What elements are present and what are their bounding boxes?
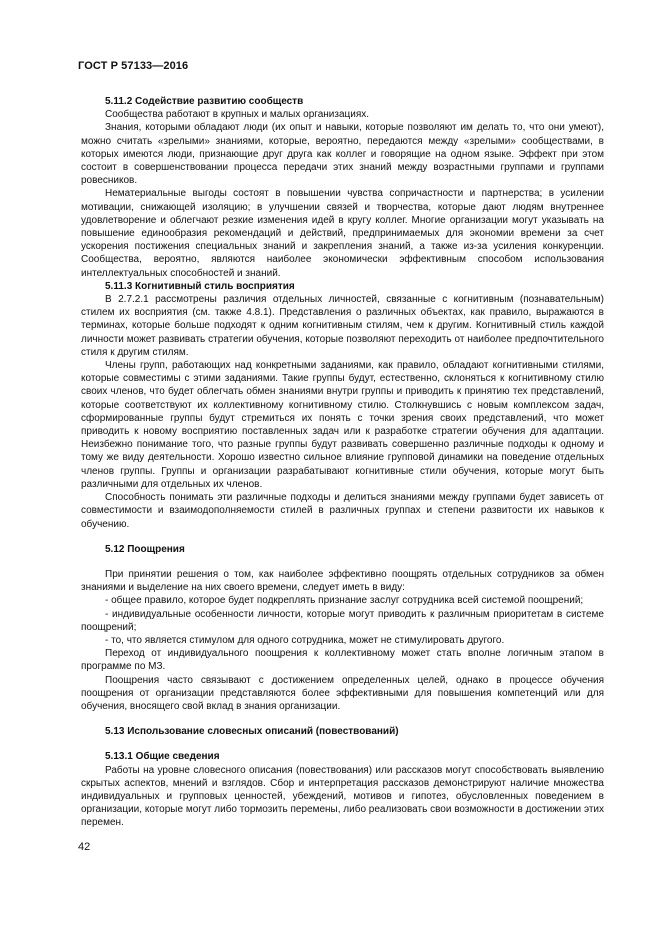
list-item: - общее правило, которое будет подкреплять признание заслуг сотрудника всей системой поощрений; — [105, 595, 584, 607]
page-number: 42 — [78, 841, 91, 853]
paragraph: Переход от индивидуального поощрения к коллективному может стать вполне логичным этапом в программе по МЗ. — [81, 648, 604, 673]
standard-header: ГОСТ Р 57133—2016 — [78, 60, 189, 72]
paragraph: Члены групп, работающих над конкретными заданиями, как правило, обладают когнитивными стилями, которые совместимы с этими заданиями. Такие группы будут, естественно, склоняться к когнитивному стилю своих членов, что будет облегчать обмен знаниями внутри группы и приводить к принятию тех представлений, которые соответствуют их коллективному когнитивному стилю. Столкнувшись с новым комплексом задач, сформированные группы будут стремиться их понять с точки зрения своих представлений, что может приводить к новому восприятию поставленных задач или к разработке стратегии обучения для адаптации. Неизбежно понимание того, что разные группы будут развивать совершенно различные подходы к одному и тому же виду деятельности. Хорошо известно сильное влияние групповой динамики на поведение отдельных членов группы. Группы и организации разрабатывают когнитивные стили обучения, которые могут быть различными для отдельных их членов. — [81, 360, 604, 490]
document-body — [81, 95, 604, 830]
paragraph: При принятии решения о том, как наиболее эффективно поощрять отдельных сотрудников за обмен знаниями и выделение на них своего времени, следует иметь в виду: — [81, 568, 604, 594]
paragraph: Нематериальные выгоды состоят в повышении чувства сопричастности и партнерства; в усилении мотивации, снижающей изоляцию; в улучшении связей и творчества, которые дают людям внутреннее удовлетворение и облегчают резкие изменения идей в кругу коллег. Многие организации могут указывать на повышение единообразия рекомендаций и действий, предпринимаемых для экономии времени за счет ускорения постижения специальных знаний и закрепления знаний, а также из-за усиления конкуренции. Сообщества, вероятно, являются наиболее экономически эффективным способом использования интеллектуальных способностей и знаний. — [81, 188, 604, 279]
section-heading-5-13-1: 5.13.1 Общие сведения — [105, 751, 220, 763]
paragraph: Сообщества работают в крупных и малых организациях. — [105, 109, 370, 121]
section-heading-5-13: 5.13 Использование словесных описаний (повествований) — [105, 726, 399, 738]
paragraph: Знания, которыми обладают люди (их опыт и навыки, которые позволяют им делать то, что они умеют), можно считать «зрелыми» знаниями, которые, вероятно, передаются между «зрелыми» сообществами, в которых имеются люди, признающие друг друга как коллег и говорящие на одном языке. Эффект при этом состоит в совершенствовании процесса передачи этих знаний между возрастными группами и группами ровесников. — [81, 122, 604, 187]
paragraph: Способность понимать эти различные подходы и делиться знаниями между группами будет зависеть от совместимости и взаимодополняемости стилей в различных группах и степени развитости их навыков к обучению. — [81, 492, 604, 530]
paragraph: Работы на уровне словесного описания (повествования) или рассказов могут способствовать выявлению скрытых аспектов, мнений и взглядов. Сбор и интерпретация рассказов демонстрируют наличие множества индивидуальных и групповых ценностей, убеждений, мотивов и гипотез, обусловленных поведением в организации, которые могут либо тормозить перемены, либо реализовать свои возможности в достижении этих перемен. — [81, 764, 604, 829]
list-item: - индивидуальные особенности личности, которые могут приводить к различным приоритетам в системе поощрений; — [81, 608, 604, 633]
paragraph: Поощрения часто связывают с достижением определенных целей, однако в процессе обучения поощрения от организации представляются более эффективными для повышения компетенций или для обучения, вносящего свой вклад в знания организации. — [81, 674, 604, 712]
list-item: - то, что является стимулом для одного сотрудника, может не стимулировать другого. — [105, 634, 505, 646]
paragraph: В 2.7.2.1 рассмотрены различия отдельных личностей, связанные с когнитивным (познавательным) стилем их восприятия (см. также 4.8.1). Представления о различных объектах, как правило, выражаются в терминах, которые больше подходят к одним когнитивным стилям, чем к другим. Когнитивный стиль каждой личности может развивать стратегии обучения, которые позволяют переходить от наиболее предпочтительного стиля к другим стилям. — [81, 294, 604, 358]
section-heading-5-11-3: 5.11.3 Когнитивный стиль восприятия — [105, 280, 295, 292]
section-heading-5-11-2: 5.11.2 Содействие развитию сообществ — [105, 96, 304, 107]
section-heading-5-12: 5.12 Поощрения — [105, 543, 185, 555]
